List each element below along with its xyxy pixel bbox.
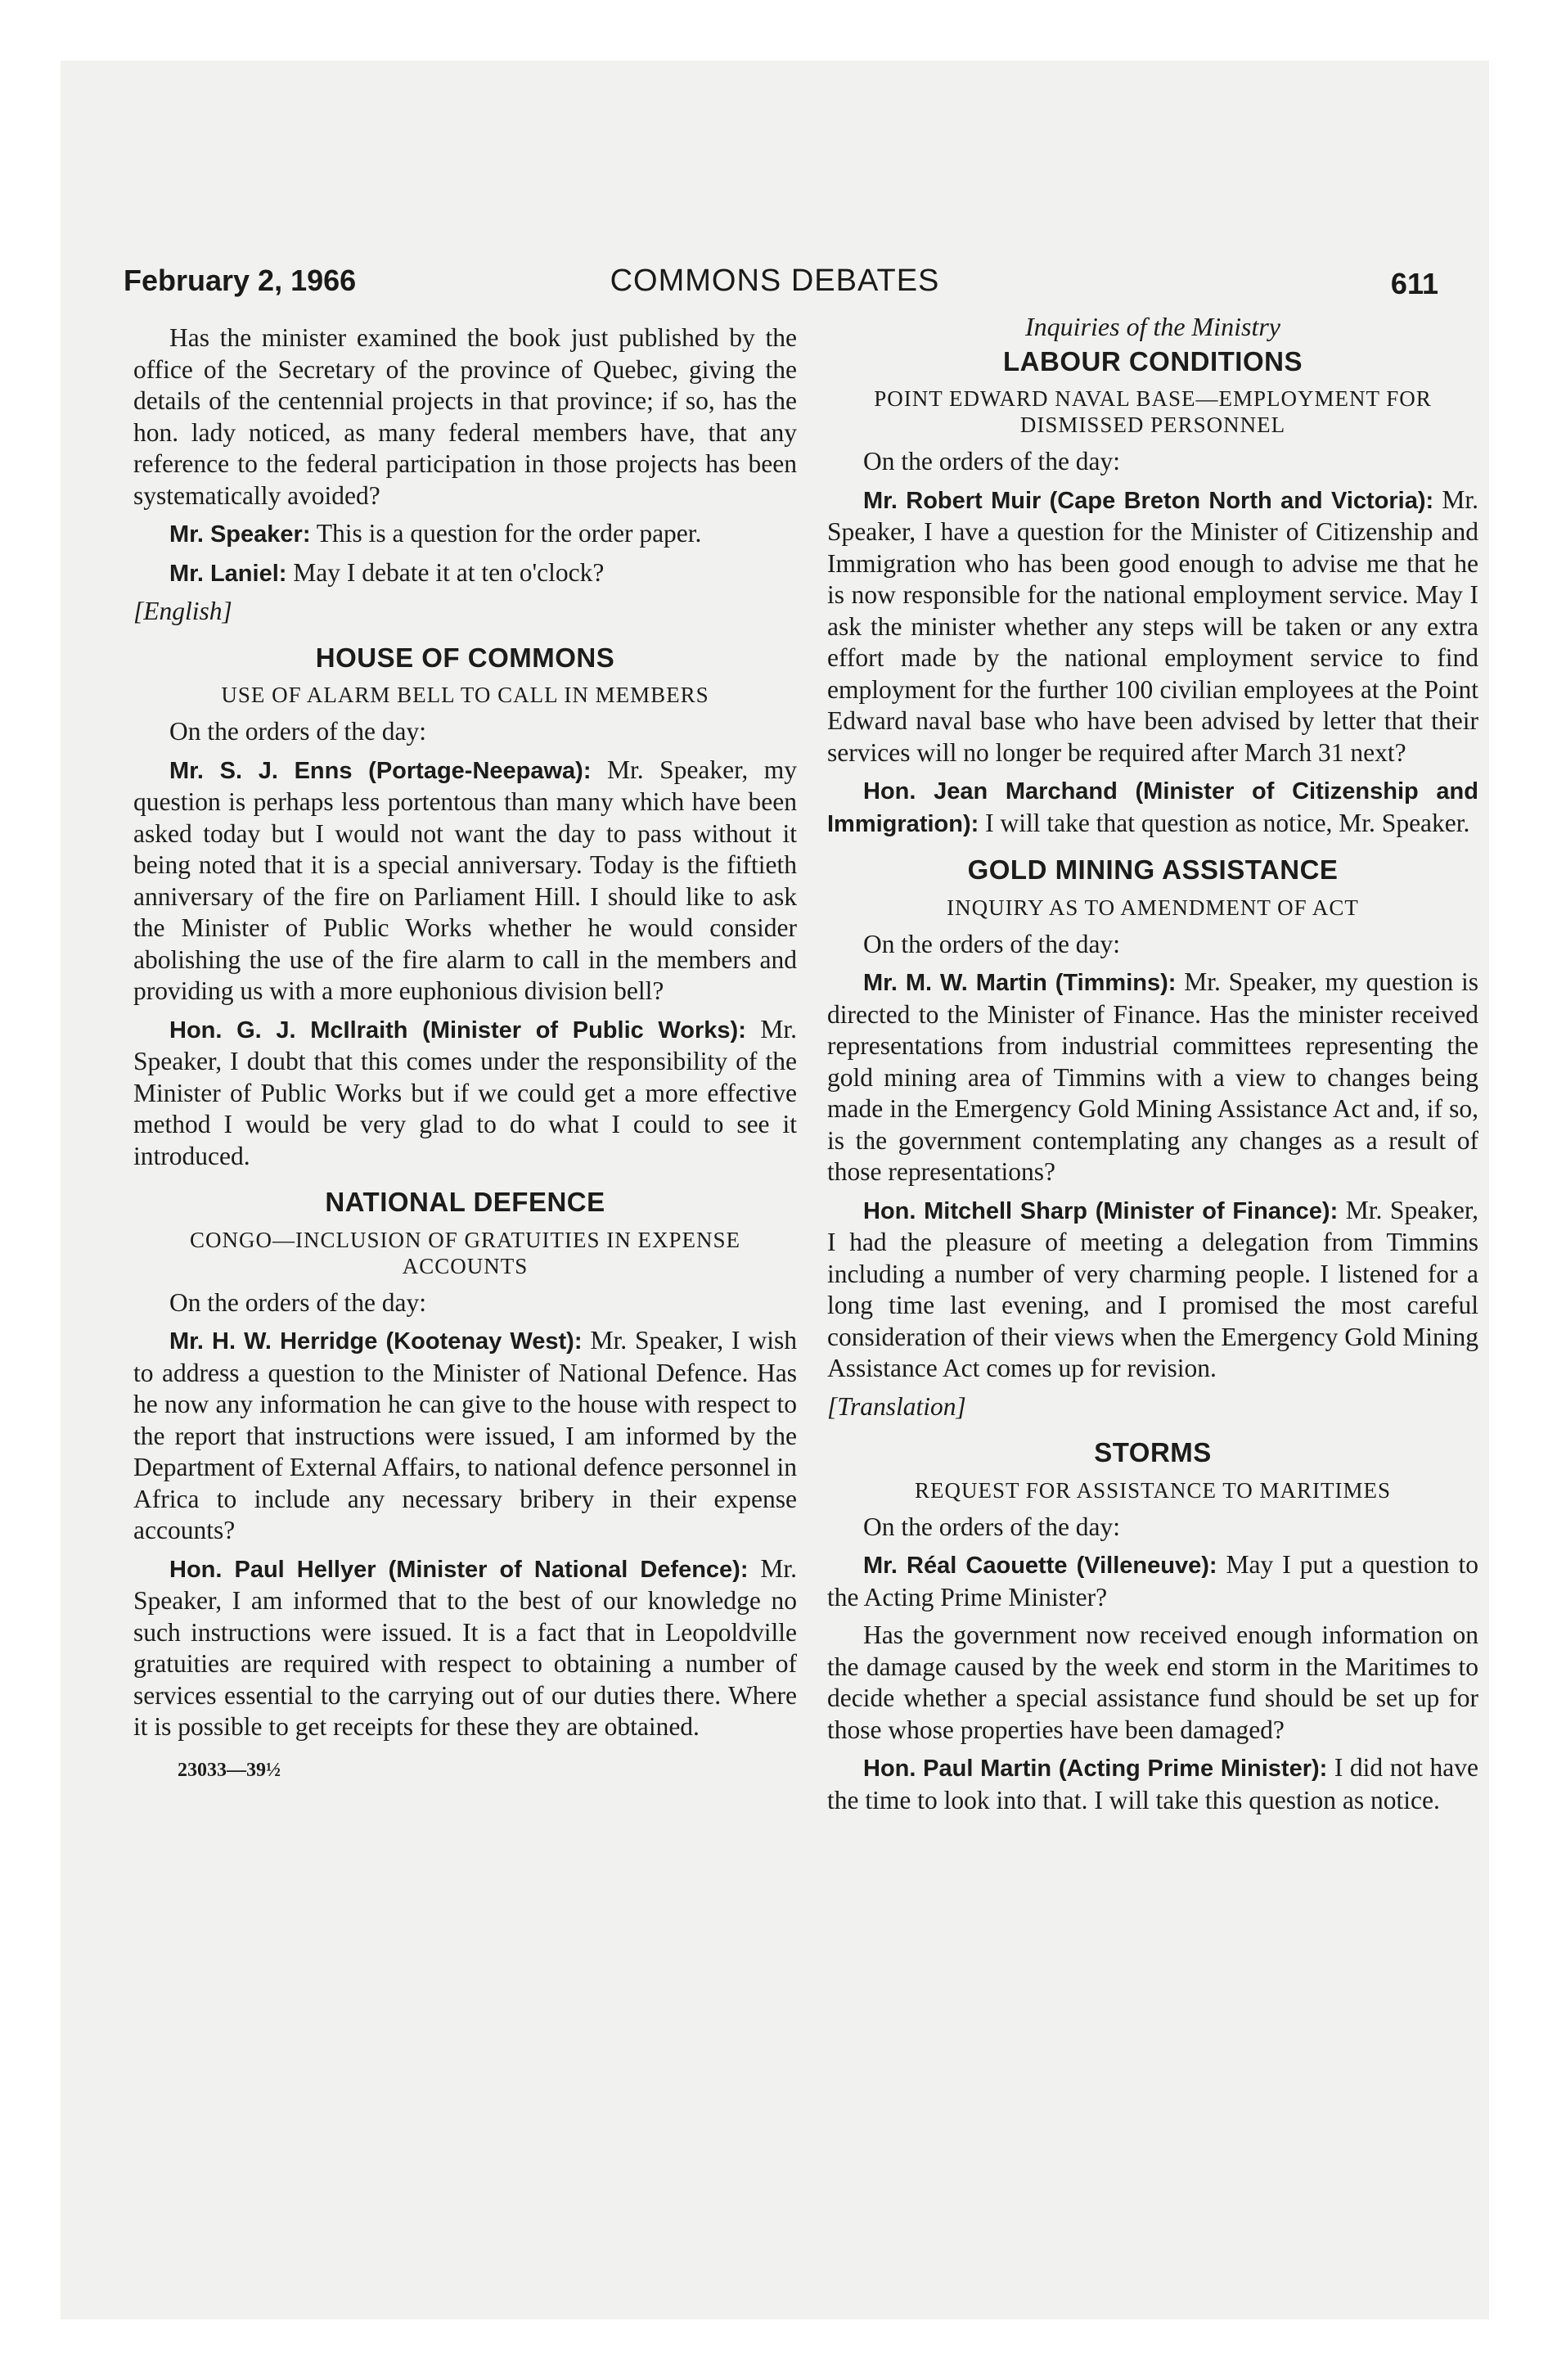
speech-text: May I debate it at ten o'clock? xyxy=(286,557,605,587)
speaker-name: Mr. M. W. Martin (Timmins): xyxy=(863,970,1177,996)
language-tag: [Translation] xyxy=(827,1391,966,1421)
speech-text: I did not have the time to look into that. I will take this question as notice. xyxy=(827,1753,1478,1814)
speaker-name: Mr. Laniel: xyxy=(169,560,287,587)
page-number: 611 xyxy=(1390,267,1438,300)
paragraph xyxy=(133,557,797,590)
paragraph xyxy=(827,775,1478,840)
speech-text: Mr. Speaker, my question is perhaps less portentous than many which have been asked today but I would not want the day to pass without it being noted that it is a special anniversary. Today is the fiftieth anniversary of the fire on Parliament Hill. I should like to ask the Minister of Public Works whether he would consider abolishing the use of the fire alarm to call in the members and providing us with a more euphonious division bell? xyxy=(133,755,797,1005)
speech-text: Mr. Speaker, I have a question for the Minister of Citizenship and Immigration who has been good enough to advise me that he is now responsible for the national employment service. May I ask the minister whether any steps will be taken or any extra effort made by the national employment service to find employment for the further 100 civilian employees at the Point Edward naval base who have been advised by letter that their services will no longer be required after March 31 next? xyxy=(827,485,1478,767)
subsection-heading: REQUEST FOR ASSISTANCE TO MARITIMES xyxy=(915,1477,1391,1503)
paragraph xyxy=(133,1014,797,1173)
speech-text: This is a question for the order paper. xyxy=(310,519,702,548)
header-date: February 2, 1966 xyxy=(124,264,357,297)
paragraph xyxy=(133,755,797,1007)
paragraph: Has the minister examined the book just published by the office of the Secretary of the province of Quebec, giving the details of the centennial projects in that province; if so, has the hon. lady noticed, as many federal members have, that any reference to the federal participation in those projects has been systematically avoided? xyxy=(133,323,797,510)
paragraph xyxy=(827,967,1478,1188)
speaker-name: Hon. Paul Hellyer (Minister of National Defence): xyxy=(169,1556,749,1583)
speaker-name: Mr. S. J. Enns (Portage-Neepawa): xyxy=(169,757,592,784)
page-header xyxy=(61,264,1489,313)
language-tag: [English] xyxy=(133,597,232,625)
section-heading: GOLD MINING ASSISTANCE xyxy=(967,854,1339,885)
orders-of-day: On the orders of the day: xyxy=(863,1512,1121,1541)
orders-of-day: On the orders of the day: xyxy=(863,447,1121,476)
speaker-name: Hon. Paul Martin (Acting Prime Minister): xyxy=(863,1756,1328,1782)
subsection-heading: POINT EDWARD NAVAL BASE—EMPLOYMENT FOR DISMISSED PERSONNEL xyxy=(874,386,1432,437)
left-column xyxy=(133,322,797,1786)
paragraph xyxy=(827,485,1478,769)
speech-text: I will take that question as notice, Mr. Speaker. xyxy=(979,808,1470,837)
right-column xyxy=(827,311,1478,1823)
speaker-name: Hon. Jean Marchand (Minister of Citizenship and Immigration): xyxy=(827,778,1478,837)
speech-text: Mr. Speaker, I wish to address a question to the Minister of National Defence. Has he now any information he can give to the house with respect to the report that instructions were issued, I am informed by the Department of External Affairs, to national defence personnel in Africa to include any necessary bribery in their expense accounts? xyxy=(133,1326,797,1544)
paragraph xyxy=(827,1549,1478,1613)
paragraph xyxy=(827,1195,1478,1385)
section-heading: NATIONAL DEFENCE xyxy=(325,1187,605,1217)
orders-of-day: On the orders of the day: xyxy=(169,717,427,746)
section-heading: STORMS xyxy=(1094,1437,1212,1467)
paragraph xyxy=(133,518,797,551)
paragraph xyxy=(827,1752,1478,1816)
speech-text: Mr. Speaker, I am informed that to the best of our knowledge no such instructions were issued. It is a fact that in Leopoldville gratuities are required with respect to obtaining a number of services essential to the carrying out of our duties there. Where it is possible to get receipts for these they are obtained. xyxy=(133,1553,798,1741)
speech-text: Mr. Speaker, I had the pleasure of meeting a delegation from Timmins including a number of very charming people. I listened for a long time last evening, and I promised the most careful consideration of their views when the Emergency Gold Mining Assistance Act comes up for revision. xyxy=(827,1195,1478,1382)
paragraph xyxy=(133,1325,797,1547)
page-footnote: 23033—39½ xyxy=(178,1759,281,1781)
running-subheading: Inquiries of the Ministry xyxy=(1025,312,1280,341)
subsection-heading: INQUIRY AS TO AMENDMENT OF ACT xyxy=(947,895,1359,920)
speaker-name: Hon. G. J. McIlraith (Minister of Public Works): xyxy=(169,1016,746,1044)
subsection-heading: CONGO—INCLUSION OF GRATUITIES IN EXPENSE ACCOUNTS xyxy=(190,1227,740,1278)
orders-of-day: On the orders of the day: xyxy=(863,929,1121,958)
speech-text: Mr. Speaker, I doubt that this comes under the responsibility of the Minister of Public Works but if we could get a more effective method I would be very glad to do what I could to see it introduced. xyxy=(133,1014,797,1170)
speaker-name: Mr. H. W. Herridge (Kootenay West): xyxy=(169,1328,583,1355)
speech-text: May I put a question to the Acting Prime Minister? xyxy=(827,1550,1478,1611)
section-heading: LABOUR CONDITIONS xyxy=(1003,345,1303,376)
paragraph xyxy=(133,1553,797,1743)
speaker-name: Mr. Robert Muir (Cape Breton North and Victoria): xyxy=(863,487,1434,514)
speaker-name: Mr. Speaker: xyxy=(169,521,311,548)
speaker-name: Hon. Mitchell Sharp (Minister of Finance): xyxy=(863,1197,1339,1224)
section-heading: HOUSE OF COMMONS xyxy=(315,642,615,673)
orders-of-day: On the orders of the day: xyxy=(169,1287,427,1317)
speaker-name: Mr. Réal Caouette (Villeneuve): xyxy=(863,1553,1217,1579)
paragraph: Has the government now received enough information on the damage caused by the week end storm in the Maritimes to decide whether a special assistance fund should be set up for those whose properties have been damaged? xyxy=(827,1620,1478,1744)
header-title: COMMONS DEBATES xyxy=(610,264,940,298)
document-page xyxy=(61,61,1489,2319)
subsection-heading: USE OF ALARM BELL TO CALL IN MEMBERS xyxy=(221,683,709,707)
speech-text: Mr. Speaker, my question is directed to the Minister of Finance. Has the minister received representations from industrial committees representing the gold mining area of Timmins with a view to changes being made in the Emergency Gold Mining Assistance Act and, if so, is the government contemplating any changes as a result of those representations? xyxy=(827,967,1478,1186)
